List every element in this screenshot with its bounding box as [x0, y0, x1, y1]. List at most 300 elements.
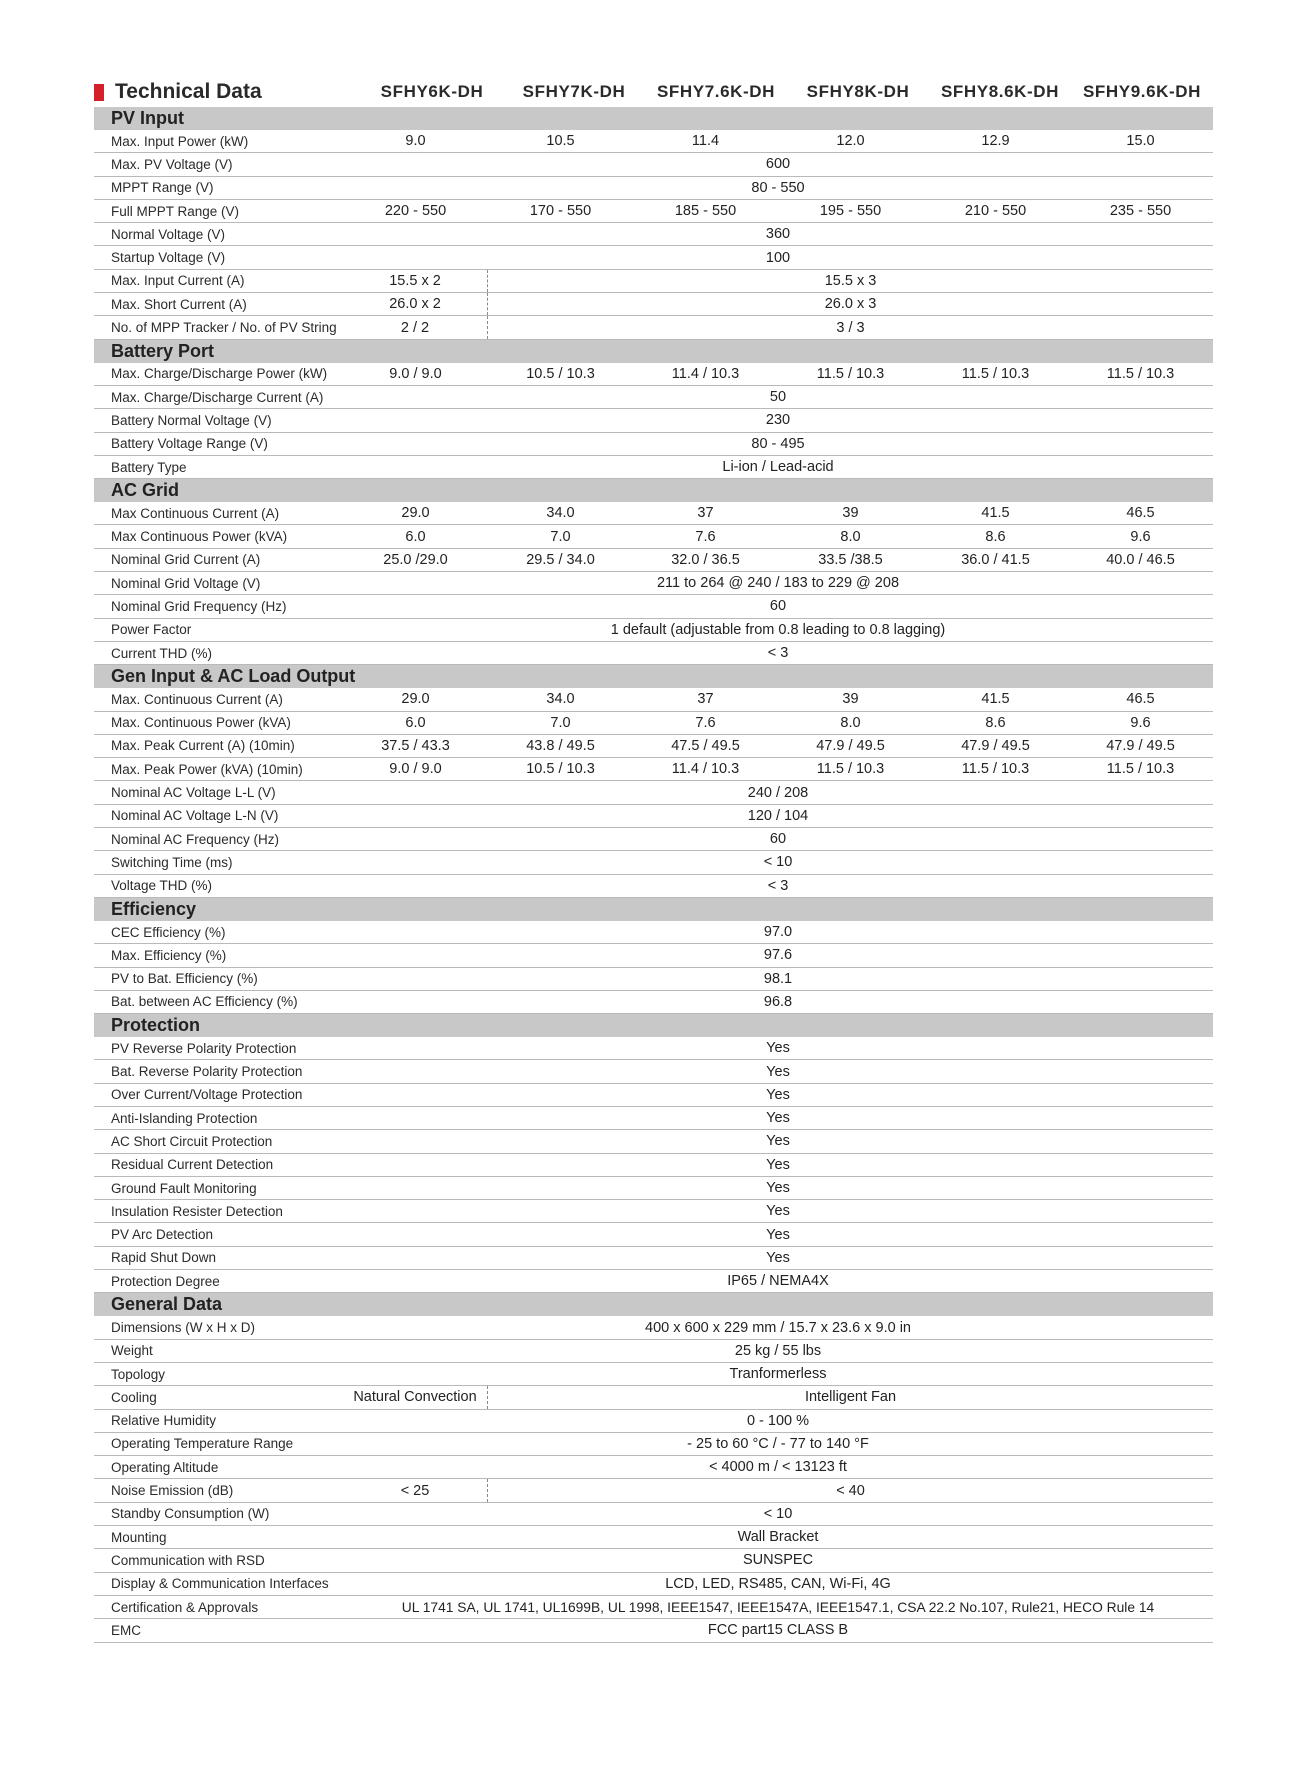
row-values	[343, 502, 1213, 524]
value-cell: Yes	[766, 1249, 790, 1266]
row-values	[343, 1107, 1213, 1129]
row-values	[343, 1549, 1213, 1571]
row-label: Operating Temperature Range	[111, 1436, 294, 1452]
value-cell: 39	[842, 691, 859, 708]
value-cell: 33.5 /38.5	[818, 551, 883, 568]
value-cell: 12.9	[981, 133, 1010, 150]
value-cell: 41.5	[981, 505, 1010, 522]
table-row	[94, 758, 1213, 781]
row-values	[343, 433, 1213, 455]
value-cell: 600	[765, 156, 791, 173]
value-cell: 36.0 / 41.5	[961, 551, 1030, 568]
model-header: SFHY8.6K-DH	[940, 82, 1060, 101]
row-label: PV to Bat. Efficiency (%)	[111, 971, 258, 987]
row-values	[343, 1223, 1213, 1245]
row-label: Nominal Grid Frequency (Hz)	[111, 598, 287, 614]
table-row	[94, 1596, 1213, 1619]
value-cell: 98.1	[763, 970, 793, 987]
table-row	[94, 712, 1213, 735]
row-label: Topology	[111, 1366, 166, 1382]
table-row	[94, 1549, 1213, 1572]
row-values	[343, 363, 1213, 385]
red-square-marker	[94, 84, 104, 101]
table-row	[94, 1223, 1213, 1246]
value-cell: 1 default (adjustable from 0.8 leading to 0.8 lagging)	[610, 621, 946, 638]
value-cell: 210 - 550	[964, 203, 1027, 220]
value-cell: 26.0 x 2	[343, 293, 488, 315]
section-header: Gen Input & AC Load Output	[94, 665, 1213, 688]
value-cell: Yes	[766, 1063, 790, 1080]
value-cell: 11.4	[691, 133, 720, 150]
table-row	[94, 1479, 1213, 1502]
row-label: Max. Peak Power (kVA) (10min)	[111, 761, 303, 777]
table-row	[94, 549, 1213, 572]
row-values	[343, 456, 1213, 478]
value-cell: 15.0	[1126, 133, 1155, 150]
table-row	[94, 1573, 1213, 1596]
row-label: Max. Continuous Power (kVA)	[111, 715, 291, 731]
value-cell: 11.4 / 10.3	[671, 365, 740, 382]
value-cell: 11.5 / 10.3	[1106, 761, 1175, 778]
value-cell: 34.0	[546, 691, 575, 708]
value-cell: < 3	[767, 877, 789, 894]
value-cell: 10.5 / 10.3	[526, 761, 595, 778]
row-label: Max Continuous Current (A)	[111, 505, 280, 521]
row-label: Operating Altitude	[111, 1459, 219, 1475]
value-cell: 100	[765, 249, 791, 266]
value-cell: 46.5	[1126, 505, 1155, 522]
row-values	[343, 1316, 1213, 1338]
value-cell: 29.5 / 34.0	[526, 551, 595, 568]
value-cell: 46.5	[1126, 691, 1155, 708]
value-cell: 29.0	[401, 691, 430, 708]
model-header: SFHY9.6K-DH	[1082, 82, 1202, 101]
row-label: Max. Input Current (A)	[111, 273, 245, 289]
row-label: Max Continuous Power (kVA)	[111, 529, 288, 545]
row-label: Anti-Islanding Protection	[111, 1110, 258, 1126]
row-label: Weight	[111, 1343, 153, 1359]
value-cell: 11.5 / 10.3	[816, 365, 885, 382]
table-row	[94, 1247, 1213, 1270]
row-label: Bat. Reverse Polarity Protection	[111, 1064, 303, 1080]
row-values	[343, 293, 1213, 315]
row-label: AC Short Circuit Protection	[111, 1133, 273, 1149]
table-row	[94, 1177, 1213, 1200]
table-row	[94, 1386, 1213, 1409]
row-values	[343, 1596, 1213, 1618]
value-cell: 7.0	[550, 714, 571, 731]
row-values	[343, 875, 1213, 897]
row-label: Voltage THD (%)	[111, 878, 213, 894]
table-row	[94, 805, 1213, 828]
section-header: General Data	[94, 1293, 1213, 1316]
table-row	[94, 781, 1213, 804]
table-row	[94, 828, 1213, 851]
value-cell: 6.0	[405, 528, 426, 545]
value-cell: 37.5 / 43.3	[381, 737, 450, 754]
row-label: Insulation Resister Detection	[111, 1203, 283, 1219]
model-header-row	[361, 82, 1213, 102]
value-cell: 15.5 x 2	[343, 270, 488, 292]
value-cell: 80 - 495	[751, 435, 805, 452]
value-cell: Li-ion / Lead-acid	[722, 459, 834, 475]
table-row	[94, 1200, 1213, 1223]
row-label: Ground Fault Monitoring	[111, 1180, 257, 1196]
table-row	[94, 1107, 1213, 1130]
value-cell: 8.0	[840, 528, 861, 545]
row-values	[343, 1456, 1213, 1478]
row-values	[343, 712, 1213, 734]
row-values	[343, 1084, 1213, 1106]
row-label: EMC	[111, 1622, 141, 1638]
row-values	[343, 688, 1213, 710]
value-cell: 11.5 / 10.3	[1106, 365, 1175, 382]
row-values	[343, 246, 1213, 268]
row-label: Current THD (%)	[111, 645, 213, 661]
table-row	[94, 525, 1213, 548]
row-values	[343, 1037, 1213, 1059]
value-cell: 7.6	[695, 528, 716, 545]
row-label: Max. Efficiency (%)	[111, 947, 227, 963]
value-cell: 220 - 550	[384, 203, 447, 220]
table-row	[94, 1270, 1213, 1293]
table-row	[94, 1503, 1213, 1526]
value-cell: 10.5 / 10.3	[526, 365, 595, 382]
row-values	[343, 153, 1213, 175]
row-label: No. of MPP Tracker / No. of PV String	[111, 320, 337, 336]
row-values	[343, 595, 1213, 617]
value-cell: 235 - 550	[1109, 203, 1172, 220]
row-label: Nominal Grid Current (A)	[111, 552, 261, 568]
model-header: SFHY6K-DH	[380, 82, 484, 101]
row-label: Startup Voltage (V)	[111, 250, 226, 266]
value-cell: 185 - 550	[674, 203, 737, 220]
spec-table	[94, 107, 1213, 1643]
value-cell: 240 / 208	[747, 784, 809, 801]
table-header	[94, 77, 1213, 107]
value-cell: 3 / 3	[836, 319, 865, 336]
row-values	[343, 1573, 1213, 1595]
table-row	[94, 688, 1213, 711]
value-cell: 11.4 / 10.3	[671, 761, 740, 778]
table-row	[94, 200, 1213, 223]
value-cell: 80 - 550	[751, 179, 805, 196]
table-row	[94, 293, 1213, 316]
row-values	[343, 270, 1213, 292]
row-label: Max. Input Power (kW)	[111, 133, 249, 149]
section-header: Efficiency	[94, 898, 1213, 921]
value-cell: 40.0 / 46.5	[1106, 551, 1175, 568]
row-label: Full MPPT Range (V)	[111, 203, 240, 219]
table-row	[94, 1060, 1213, 1083]
row-values	[343, 1200, 1213, 1222]
table-row	[94, 944, 1213, 967]
table-row	[94, 223, 1213, 246]
row-values	[343, 851, 1213, 873]
value-cell: 25.0 /29.0	[383, 551, 448, 568]
value-cell: 97.6	[763, 947, 793, 964]
row-values	[343, 130, 1213, 152]
row-label: Standby Consumption (W)	[111, 1506, 270, 1522]
value-cell: 9.0	[405, 133, 426, 150]
row-label: Nominal AC Frequency (Hz)	[111, 831, 280, 847]
value-cell: 8.6	[985, 714, 1006, 731]
row-label: Dimensions (W x H x D)	[111, 1320, 256, 1335]
value-cell: < 10	[763, 1505, 793, 1522]
row-values	[343, 1433, 1213, 1455]
value-cell: 60	[769, 831, 787, 848]
row-values	[343, 572, 1213, 594]
value-cell: UL 1741 SA, UL 1741, UL1699B, UL 1998, IEEE1547, IEEE1547A, IEEE1547.1, CSA 22.2 No.107, Rule21, HECO Rule 14	[401, 1599, 1155, 1615]
value-cell: Intelligent Fan	[804, 1389, 897, 1406]
row-values	[343, 1130, 1213, 1152]
value-cell: Yes	[766, 1180, 790, 1197]
row-values	[343, 223, 1213, 245]
row-values	[343, 1247, 1213, 1269]
row-values	[343, 1619, 1213, 1641]
row-values	[343, 1410, 1213, 1432]
table-row	[94, 1363, 1213, 1386]
row-label: Nominal AC Voltage L-N (V)	[111, 808, 279, 824]
row-values	[343, 781, 1213, 803]
table-row	[94, 1433, 1213, 1456]
value-cell: 9.6	[1130, 714, 1151, 731]
value-cell: 400 x 600 x 229 mm / 15.7 x 23.6 x 9.0 in	[645, 1319, 911, 1336]
value-cell: 15.5 x 3	[824, 272, 877, 289]
table-row	[94, 456, 1213, 479]
value-cell: 34.0	[546, 505, 575, 522]
value-cell: 39	[842, 505, 859, 522]
row-label: Bat. between AC Efficiency (%)	[111, 994, 298, 1010]
value-cell: 97.0	[763, 924, 793, 941]
table-row	[94, 875, 1213, 898]
value-cell: < 10	[763, 854, 793, 871]
row-label: Residual Current Detection	[111, 1157, 274, 1173]
row-values	[343, 1526, 1213, 1548]
value-cell: 47.9 / 49.5	[816, 737, 885, 754]
row-values	[343, 1270, 1213, 1292]
row-values	[343, 921, 1213, 943]
value-cell: FCC part15 CLASS B	[707, 1622, 849, 1639]
row-label: MPPT Range (V)	[111, 180, 214, 196]
model-header: SFHY7.6K-DH	[656, 82, 776, 101]
table-row	[94, 735, 1213, 758]
row-label: Rapid Shut Down	[111, 1250, 217, 1266]
table-row	[94, 619, 1213, 642]
row-values	[343, 1060, 1213, 1082]
value-cell: 9.6	[1130, 528, 1151, 545]
table-row	[94, 1410, 1213, 1433]
row-values	[343, 409, 1213, 431]
table-row	[94, 1316, 1213, 1339]
row-values	[343, 1386, 1213, 1408]
row-label: Battery Normal Voltage (V)	[111, 412, 272, 428]
row-values	[343, 525, 1213, 547]
value-cell: Yes	[766, 1040, 790, 1057]
value-cell: - 25 to 60 °C / - 77 to 140 °F	[687, 1435, 869, 1452]
row-values	[343, 177, 1213, 199]
model-header: SFHY7K-DH	[522, 82, 626, 101]
row-values	[343, 549, 1213, 571]
value-cell: 37	[697, 505, 714, 522]
row-label: Max. Charge/Discharge Current (A)	[111, 389, 324, 405]
value-cell: 120 / 104	[747, 807, 809, 824]
row-values	[343, 805, 1213, 827]
value-cell: 9.0 / 9.0	[389, 365, 442, 382]
row-label: Max. Charge/Discharge Power (kW)	[111, 366, 328, 382]
row-label: Relative Humidity	[111, 1413, 217, 1429]
table-row	[94, 1340, 1213, 1363]
value-cell: < 25	[343, 1479, 488, 1501]
value-cell: 47.9 / 49.5	[1106, 737, 1175, 754]
row-label: Max. Peak Current (A) (10min)	[111, 738, 295, 754]
value-cell: 47.5 / 49.5	[671, 737, 740, 754]
value-cell: Yes	[766, 1086, 790, 1103]
table-row	[94, 502, 1213, 525]
table-row	[94, 130, 1213, 153]
value-cell: 29.0	[401, 505, 430, 522]
row-values	[343, 1177, 1213, 1199]
value-cell: 37	[697, 691, 714, 708]
table-row	[94, 270, 1213, 293]
table-row	[94, 595, 1213, 618]
row-label: Display & Communication Interfaces	[111, 1576, 329, 1592]
value-cell: 7.0	[550, 528, 571, 545]
value-cell: 12.0	[836, 133, 865, 150]
table-row	[94, 1130, 1213, 1153]
row-values	[343, 1503, 1213, 1525]
table-row	[94, 363, 1213, 386]
row-values	[343, 1363, 1213, 1385]
table-row	[94, 642, 1213, 665]
table-row	[94, 921, 1213, 944]
row-label: CEC Efficiency (%)	[111, 924, 226, 940]
value-cell: Natural Convection	[343, 1386, 488, 1408]
row-values	[343, 316, 1213, 338]
page-title: Technical Data	[115, 80, 262, 103]
value-cell: Yes	[766, 1203, 790, 1220]
row-label: Over Current/Voltage Protection	[111, 1087, 303, 1103]
row-label: Protection Degree	[111, 1273, 220, 1289]
row-label: Communication with RSD	[111, 1552, 265, 1568]
row-label: Certification & Approvals	[111, 1599, 259, 1615]
value-cell: < 4000 m / < 13123 ft	[709, 1459, 847, 1476]
table-row	[94, 851, 1213, 874]
row-values	[343, 1479, 1213, 1501]
value-cell: < 3	[767, 645, 789, 662]
row-label: Nominal Grid Voltage (V)	[111, 575, 261, 591]
value-cell: Yes	[766, 1133, 790, 1150]
table-row	[94, 991, 1213, 1014]
row-values	[343, 735, 1213, 757]
value-cell: 26.0 x 3	[824, 296, 877, 313]
value-cell: 11.5 / 10.3	[961, 761, 1030, 778]
row-label: Noise Emission (dB)	[111, 1483, 234, 1499]
table-row	[94, 153, 1213, 176]
value-cell: 11.5 / 10.3	[816, 761, 885, 778]
row-label: Power Factor	[111, 622, 192, 638]
table-row	[94, 968, 1213, 991]
value-cell: Wall Bracket	[737, 1529, 819, 1546]
row-values	[343, 944, 1213, 966]
row-label: Normal Voltage (V)	[111, 226, 226, 242]
table-row	[94, 246, 1213, 269]
value-cell: Tranformerless	[729, 1366, 827, 1383]
value-cell: IP65 / NEMA4X	[727, 1273, 829, 1290]
value-cell: SUNSPEC	[742, 1552, 814, 1569]
row-values	[343, 200, 1213, 222]
table-row	[94, 1154, 1213, 1177]
row-values	[343, 758, 1213, 780]
value-cell: 96.8	[763, 993, 793, 1010]
value-cell: 2 / 2	[343, 316, 488, 338]
row-label: Max. PV Voltage (V)	[111, 156, 233, 172]
row-label: Battery Type	[111, 459, 187, 475]
row-values	[343, 968, 1213, 990]
value-cell: 11.5 / 10.3	[961, 365, 1030, 382]
table-row	[94, 386, 1213, 409]
row-label: Switching Time (ms)	[111, 854, 233, 870]
row-values	[343, 1340, 1213, 1362]
value-cell: 8.0	[840, 714, 861, 731]
table-row	[94, 1619, 1213, 1642]
value-cell: 230	[765, 412, 791, 429]
row-label: PV Reverse Polarity Protection	[111, 1040, 297, 1056]
row-values	[343, 619, 1213, 641]
row-values	[343, 828, 1213, 850]
table-row	[94, 1084, 1213, 1107]
value-cell: 195 - 550	[819, 203, 882, 220]
table-row	[94, 572, 1213, 595]
value-cell: 211 to 264 @ 240 / 183 to 229 @ 208	[656, 575, 900, 592]
value-cell: 0 - 100 %	[746, 1412, 810, 1429]
row-label: Mounting	[111, 1529, 167, 1545]
row-values	[343, 1154, 1213, 1176]
value-cell: 360	[765, 226, 791, 243]
row-label: PV Arc Detection	[111, 1227, 214, 1243]
row-values	[343, 386, 1213, 408]
value-cell: 60	[769, 598, 787, 615]
value-cell: LCD, LED, RS485, CAN, Wi-Fi, 4G	[665, 1575, 891, 1592]
value-cell: 43.8 / 49.5	[526, 737, 595, 754]
table-row	[94, 409, 1213, 432]
value-cell: 9.0 / 9.0	[389, 761, 442, 778]
row-label: Battery Voltage Range (V)	[111, 436, 268, 452]
table-row	[94, 177, 1213, 200]
value-cell: 6.0	[405, 714, 426, 731]
section-header: PV Input	[94, 107, 1213, 130]
row-label: Max. Continuous Current (A)	[111, 691, 283, 707]
row-label: Max. Short Current (A)	[111, 296, 247, 312]
value-cell: Yes	[766, 1110, 790, 1127]
value-cell: 47.9 / 49.5	[961, 737, 1030, 754]
row-values	[343, 642, 1213, 664]
section-header: Battery Port	[94, 340, 1213, 363]
value-cell: 8.6	[985, 528, 1006, 545]
value-cell: Yes	[766, 1226, 790, 1243]
value-cell: 170 - 550	[529, 203, 592, 220]
section-header: Protection	[94, 1014, 1213, 1037]
technical-data-sheet	[94, 77, 1213, 1643]
value-cell: 41.5	[981, 691, 1010, 708]
value-cell: 25 kg / 55 lbs	[734, 1342, 822, 1359]
table-row	[94, 1526, 1213, 1549]
value-cell: 50	[769, 389, 787, 406]
model-header: SFHY8K-DH	[806, 82, 910, 101]
value-cell: 10.5	[546, 133, 575, 150]
table-row	[94, 1456, 1213, 1479]
value-cell: < 40	[836, 1482, 865, 1499]
